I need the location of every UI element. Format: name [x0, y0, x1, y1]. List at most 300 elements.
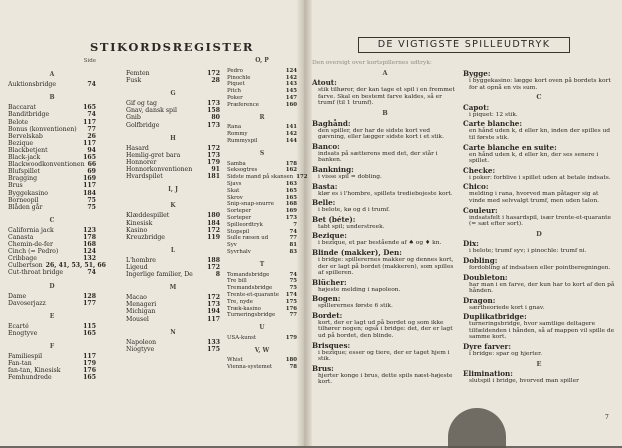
index-letter: O, P [255, 57, 269, 64]
index-letter: N [170, 328, 176, 336]
glossary-letter: D [536, 229, 542, 238]
index-entry [8, 161, 96, 168]
index-entry-term: Ligeud [126, 263, 148, 271]
glossary-letter: C [536, 93, 542, 102]
index-entry-term: Ingerlige familier, De [126, 271, 193, 279]
index-letter: R [259, 113, 265, 121]
index-column-2 [126, 70, 220, 353]
glossary-column-2 [463, 68, 615, 385]
index-letter: M [169, 284, 177, 292]
index-entry [227, 75, 297, 82]
index-entry [227, 292, 297, 299]
index-entry [8, 374, 96, 381]
index-entry [227, 161, 297, 168]
index-letter: C [49, 216, 55, 224]
index-entry-page: 83 [289, 248, 297, 255]
index-entry-page: 74 [87, 111, 96, 119]
glossary-intro: Den oversigt over kortspillernes udtryk: [312, 60, 432, 66]
glossary-definition: en hånd uden k, d eller kn, der ses senere i spillet. [469, 151, 599, 165]
index-entry [8, 293, 96, 300]
index-entry-term: Niogtyve [126, 345, 155, 353]
glossary-definition: i visse spil = dobling. [318, 173, 382, 180]
index-entry [8, 197, 96, 204]
index-entry-term: Familiespil [8, 353, 43, 361]
index-entry-page: 165 [285, 194, 297, 201]
index-entry [8, 262, 106, 270]
index-entry [227, 235, 297, 242]
index-entry [227, 138, 297, 145]
index-entry-term: Borneopil [8, 196, 39, 204]
index-entry [126, 301, 220, 308]
glossary-term: Dyre farver: [463, 342, 511, 352]
index-letter: I, J [168, 186, 178, 194]
index-entry-term: Bonus (konventionen) [8, 125, 77, 133]
index-entry-term: Ecarté [8, 322, 29, 330]
index-entry-page: 172 [207, 70, 220, 77]
index-entry-term: Belote [8, 118, 29, 126]
index-entry [126, 70, 220, 77]
index-entry [8, 204, 96, 211]
glossary-title: DE VIGTIGSTE SPILLEUDTRYK [358, 37, 570, 53]
index-entry-term: Golfbridge [126, 121, 160, 129]
glossary-term: Dix: [463, 239, 479, 249]
index-entry-page: 78 [289, 364, 297, 371]
glossary-definition: i bezique, et par bestående af ♠ og ♦ kn. [318, 240, 442, 247]
index-entry-page: 117 [83, 182, 96, 190]
index-entry-page: 124 [285, 67, 297, 74]
index-entry-term: Klæddespillet [126, 212, 170, 220]
index-column-3 [227, 57, 308, 371]
index-entry [8, 227, 96, 234]
glossary-definition: i byggekasino: lægge kort oven på bordets kort for at opnå en vis sum. [469, 78, 611, 91]
index-entry-term: Whist [227, 357, 243, 364]
index-entry [8, 111, 96, 118]
index-entry-page: 66 [87, 161, 97, 169]
glossary-term: Brisques: [312, 340, 351, 350]
index-entry-page: 26 [87, 132, 96, 140]
index-entry-page: 176 [83, 367, 96, 375]
index-entry-term: Blackwoodkonventionen [8, 161, 85, 169]
glossary-term: Carte blanche: [463, 119, 523, 129]
index-entry-page: 180 [207, 212, 220, 220]
index-entry [126, 173, 220, 180]
index-entry [8, 255, 96, 262]
glossary-term: Carte blanche en suite: [463, 142, 557, 152]
index-entry-term: Syvrhalv [227, 248, 251, 255]
index-entry-term: Sjavs [227, 180, 242, 187]
index-entry-page: 165 [83, 374, 96, 382]
glossary-definition: i belote; trumf syv; i pinochle: trumf ni. [469, 248, 587, 255]
index-entry [126, 159, 220, 166]
glossary-definition: har man i en farve, der kun har to kort af den på hånden. [469, 281, 615, 295]
glossary-term: Blücher: [312, 277, 347, 287]
glossary-letter: A [382, 68, 388, 77]
index-entry-term: Bervelskab [8, 132, 43, 140]
index-entry-term: Trente-et-quarante [227, 291, 279, 298]
index-entry [227, 242, 297, 249]
index-entry-page: 75 [289, 278, 297, 285]
index-entry [8, 133, 96, 140]
index-entry-page: 145 [285, 88, 297, 95]
index-entry-page: 173 [207, 151, 220, 159]
page-number: 7 [605, 414, 609, 421]
index-entry-page: 117 [207, 315, 220, 323]
index-entry [227, 201, 297, 208]
index-entry-term: Samba [227, 160, 246, 167]
index-entry-page: 119 [207, 233, 220, 241]
index-entry [126, 212, 220, 219]
index-entry-page: 179 [285, 334, 297, 341]
index-entry-page: 147 [285, 94, 297, 101]
glossary-term: Banco: [312, 141, 340, 151]
index-entry [227, 229, 297, 236]
glossary-definition: turneringsbridge, hvor samtlige deltagere tilfældenden i hånden, så af mappen vil spille de samme kort. [469, 321, 615, 341]
index-entry-page: 172 [296, 174, 308, 181]
index-entry-page: 133 [207, 338, 220, 346]
index-entry-page: 75 [87, 196, 96, 204]
index-entry-term: Fan-tan [8, 360, 32, 368]
index-entry-term: Piquet [227, 81, 245, 88]
index-entry-page: 144 [285, 137, 297, 144]
index-title: STIKORDSREGISTER [90, 40, 255, 54]
index-entry-page: 162 [285, 167, 297, 174]
index-entry-term: Black-jack [8, 154, 41, 162]
index-entry-page: 169 [83, 175, 96, 183]
index-entry [227, 95, 297, 102]
index-entry-page: 178 [285, 160, 297, 167]
index-letter: F [49, 343, 55, 351]
index-entry [126, 220, 220, 227]
index-entry-term: Honnorkonventionen [126, 166, 193, 174]
index-entry-page: 143 [285, 81, 297, 88]
index-entry [8, 81, 96, 88]
index-entry-page: 178 [83, 233, 96, 241]
index-entry-term: Sulle ræsen ud [227, 235, 269, 242]
index-entry-page: 8 [215, 271, 220, 279]
index-entry [227, 102, 297, 109]
glossary-term: Belle: [312, 198, 336, 208]
index-entry-page: 132 [83, 255, 96, 263]
index-entry [126, 152, 220, 159]
index-entry-term: Enogtyve [8, 330, 38, 337]
index-entry-term: Gnav, dansk spil [126, 107, 177, 115]
index-entry [8, 119, 96, 126]
index-entry-term: Seksogtres [227, 167, 258, 174]
index-entry [227, 174, 308, 181]
index-entry-page: 75 [87, 203, 96, 211]
index-entry [8, 300, 96, 307]
book-gutter [296, 0, 312, 446]
index-letter: S [259, 149, 265, 157]
index-entry-term: Turneringsbridge [227, 312, 276, 319]
glossary-term: Bezique: [312, 231, 347, 241]
glossary-definition: i poker: forblive i spillet uden at betale indsats. [469, 174, 611, 181]
glossary-definition: tabt spil; understreek. [318, 223, 385, 230]
glossary-definition: i bezique; esser og tiere, der er taget hjem i stik. [318, 349, 450, 363]
index-entry [126, 107, 220, 114]
index-entry-page: 141 [285, 124, 297, 131]
index-entry [8, 126, 96, 133]
index-letter: A [49, 71, 55, 79]
glossary-term: Elimination: [463, 369, 513, 379]
glossary-definition: fordobling af indsatsen eller pointberegningen. [469, 264, 611, 271]
glossary-definition: indsatsfelt i hasardspil, især trente-et-quarante (= sæt efter sort). [469, 214, 611, 228]
index-entry-page: 165 [285, 187, 297, 194]
index-entry-page: 117 [83, 353, 96, 361]
index-entry [126, 166, 220, 173]
glossary-term: Dragon: [463, 295, 496, 305]
index-entry-term: Cribbage [8, 255, 37, 263]
glossary-term: Basta: [312, 181, 338, 191]
index-entry-term: Mousel [126, 315, 149, 323]
index-letter: B [49, 94, 55, 102]
glossary-definition: indsats på sætterens med det, der står i banken. [318, 150, 438, 164]
index-entry [126, 227, 220, 234]
index-entry-page: 173 [207, 121, 220, 129]
index-entry-page: 180 [285, 357, 297, 364]
index-entry [227, 181, 297, 188]
index-entry-page: 173 [207, 100, 220, 108]
index-entry-page: 172 [207, 294, 220, 302]
index-entry [227, 208, 297, 215]
glossary-definition: klør es i l'hombre, spillets trediebojeste kort. [318, 190, 453, 197]
glossary-term: Capot: [463, 102, 490, 112]
index-entry-term: Tomandsbridge [227, 271, 270, 278]
index-entry-page: 175 [285, 298, 297, 305]
index-entry-page: 77 [289, 312, 297, 319]
index-entry [8, 168, 96, 175]
index-entry-page: 184 [83, 189, 96, 197]
index-entry-page: 188 [207, 256, 220, 264]
index-entry-page: 75 [289, 285, 297, 292]
index-entry-page: 74 [87, 269, 96, 277]
index-entry-term: Vienna-systemet [227, 364, 273, 371]
side-header: Side [83, 58, 96, 64]
index-entry-term: Pedro [227, 67, 243, 74]
index-entry-page: 94 [87, 146, 96, 154]
glossary-term: Bogen: [312, 294, 341, 304]
index-letter: E [49, 312, 55, 320]
glossary-column-1 [312, 60, 458, 386]
index-entry [227, 285, 297, 292]
index-entry [227, 364, 297, 371]
index-entry [126, 264, 220, 271]
index-entry-term: Culbertson [8, 262, 43, 270]
index-entry-page: 177 [83, 299, 96, 307]
index-entry-term: Hvardspilet [126, 173, 163, 181]
index-entry-term: Tre bill [227, 278, 247, 285]
index-entry [126, 308, 220, 315]
index-entry-page: 165 [83, 154, 96, 162]
index-entry-page: 172 [207, 263, 220, 271]
index-entry-term: Tremandsbridge [227, 285, 273, 292]
index-entry-page: 174 [285, 291, 297, 298]
index-entry [8, 269, 96, 276]
index-entry-page: 165 [83, 104, 96, 112]
index-entry-term: Rummyspil [227, 137, 258, 144]
index-entry [227, 299, 297, 306]
index-entry-term: Chemin-de-fer [8, 241, 53, 249]
index-entry [126, 100, 220, 107]
index-entry-term: Femhundrede [8, 374, 52, 382]
glossary-term: Checke: [463, 165, 496, 175]
index-entry [126, 346, 220, 353]
index-entry [227, 222, 297, 229]
index-entry [8, 140, 96, 147]
index-entry-term: Cinch (= Pedro) [8, 248, 59, 256]
index-entry-term: Canasta [8, 233, 34, 241]
index-entry-page: 117 [83, 118, 96, 126]
glossary-term: Bankning: [312, 164, 354, 174]
index-entry [227, 306, 297, 313]
index-entry [8, 353, 96, 360]
index-entry [8, 360, 96, 367]
index-entry-term: Fusk [126, 77, 142, 85]
index-entry [227, 195, 297, 202]
index-entry-term: Rommy [227, 131, 248, 138]
index-entry-page: 28 [211, 77, 220, 85]
index-entry-term: Gnib [126, 114, 141, 122]
index-entry-term: Bragging [8, 175, 38, 183]
index-entry [8, 323, 96, 330]
index-entry-page: 69 [87, 168, 96, 176]
index-entry-page: 165 [83, 330, 96, 337]
index-entry-page: 179 [83, 360, 96, 368]
index-entry [227, 81, 297, 88]
glossary-definition: kort, der er lagt ud på bordet og som ikke tilhører nogen; også i bridge: det, der er lagt ud på bordet, den blinde. [318, 319, 453, 340]
index-entry-term: Davoserjazz [8, 299, 46, 307]
index-entry-page: 169 [285, 208, 297, 215]
index-entry-page: 168 [285, 201, 297, 208]
index-entry-page: 176 [285, 305, 297, 312]
index-entry-term: Blåden går [8, 203, 43, 211]
index-entry [227, 357, 297, 364]
index-entry-term: Kasino [126, 226, 148, 234]
index-entry [227, 335, 297, 342]
index-entry-page: 124 [83, 248, 96, 256]
index-entry-page: 117 [83, 139, 96, 147]
glossary-letter: E [536, 359, 542, 368]
index-entry-term: Hemlig-gret bara [126, 151, 181, 159]
index-entry-page: 74 [87, 81, 96, 89]
index-entry-page: 173 [207, 301, 220, 309]
glossary-definition: i bridge: spillerernes makker og dennes kort, der er lagt på bordet (makkeren), som spilles af spilleren. [318, 256, 454, 277]
index-entry [227, 188, 297, 195]
glossary-definition: særtheoriede kort i gnav. [469, 304, 545, 311]
index-entry-term: Blackbetjent [8, 146, 48, 154]
index-entry-term: Honnorer [126, 158, 157, 166]
index-entry-term: Macao [126, 294, 147, 302]
index-entry-page: 158 [207, 107, 220, 115]
index-entry [8, 241, 96, 248]
index-entry-term: Femten [126, 70, 150, 77]
index-letter: V, W [254, 346, 270, 354]
glossary-term: Brus: [312, 363, 334, 373]
glossary-definition: i bridge: spar og hjerter. [469, 351, 543, 358]
index-entry-term: Hasard [126, 144, 149, 152]
index-entry-term: Sorteper [227, 208, 252, 215]
index-entry [126, 339, 220, 346]
index-letter: T [259, 260, 265, 268]
index-entry-page: 142 [285, 131, 297, 138]
index-entry-term: Sidste mand på skansen [227, 174, 294, 181]
index-entry [227, 272, 297, 279]
glossary-term: Duplikatbridge: [463, 312, 527, 322]
index-letter: L [170, 246, 176, 254]
glossary-definition: den spiller, der har de sidste kort ved gævning, eller lægger sidste kort i et stik. [318, 127, 444, 141]
glossary-term: Atout: [312, 78, 337, 88]
index-entry [126, 122, 220, 129]
index-entry-page: 7 [293, 221, 297, 228]
index-letter: D [49, 282, 55, 290]
glossary-term: Blinde (makker), Den: [312, 247, 402, 257]
index-entry-term: Sorteper [227, 214, 252, 221]
index-entry-page: 81 [289, 242, 297, 249]
index-letter: U [259, 324, 265, 332]
index-entry-term: Skat [227, 187, 240, 194]
glossary-definition: en hånd uden k, d eller kn, inden der spilles ud til første stik. [469, 128, 611, 141]
index-entry-page: 179 [207, 158, 220, 166]
index-entry [8, 147, 96, 154]
index-entry-term: Bezique [8, 139, 34, 147]
index-entry [8, 104, 96, 111]
index-entry-page: 123 [83, 226, 96, 234]
index-entry [126, 77, 220, 84]
index-entry [8, 330, 96, 337]
index-entry-page: 142 [285, 74, 297, 81]
index-entry [227, 215, 297, 222]
index-entry [8, 190, 96, 197]
index-entry-page: 181 [207, 173, 220, 181]
index-entry-term: Gif og tag [126, 100, 157, 108]
index-entry-page: 77 [289, 235, 297, 242]
index-entry-page: 194 [207, 308, 220, 316]
index-entry-page: 163 [285, 180, 297, 187]
index-entry-term: Tre, nyde [227, 298, 253, 305]
index-entry-page: 77 [87, 125, 96, 133]
index-entry [227, 278, 297, 285]
index-entry-term: Pinochle [227, 74, 251, 81]
index-column-1 [8, 58, 106, 382]
glossary-definition: i piquet: 12 stik. [469, 111, 518, 118]
index-entry-term: Kinesisk [126, 219, 153, 227]
index-entry [126, 316, 220, 323]
index-entry [8, 367, 96, 374]
glossary-term: Bet (béte): [312, 214, 356, 224]
index-letter: K [170, 202, 176, 210]
index-entry-term: Dame [8, 292, 27, 300]
glossary-term: Chico: [463, 182, 489, 192]
index-entry [227, 131, 297, 138]
glossary-definition: i belote, kø og d i trumf. [318, 207, 391, 214]
index-entry [227, 249, 297, 256]
glossary-definition: melding i rana, hvorved man påtager sig at vinde med selvvalgt trumf, men uden talon. [469, 191, 600, 204]
index-entry-term: Træk-kasino [227, 305, 261, 312]
index-entry [126, 294, 220, 301]
glossary-term: Bordet: [312, 310, 343, 320]
index-entry-page: 74 [289, 228, 297, 235]
index-entry-term: Cut-throat bridge [8, 269, 64, 277]
index-entry-term: Michigan [126, 308, 156, 316]
index-entry-page: 91 [211, 166, 220, 174]
index-entry [227, 88, 297, 95]
glossary-definition: spillerernes første 6 stik. [318, 303, 393, 310]
index-entry [8, 182, 96, 189]
index-entry-term: Poker [227, 94, 243, 101]
index-entry-term: fan-tan, Kinesisk [8, 367, 61, 375]
index-letter: H [170, 134, 176, 142]
index-entry [126, 145, 220, 152]
